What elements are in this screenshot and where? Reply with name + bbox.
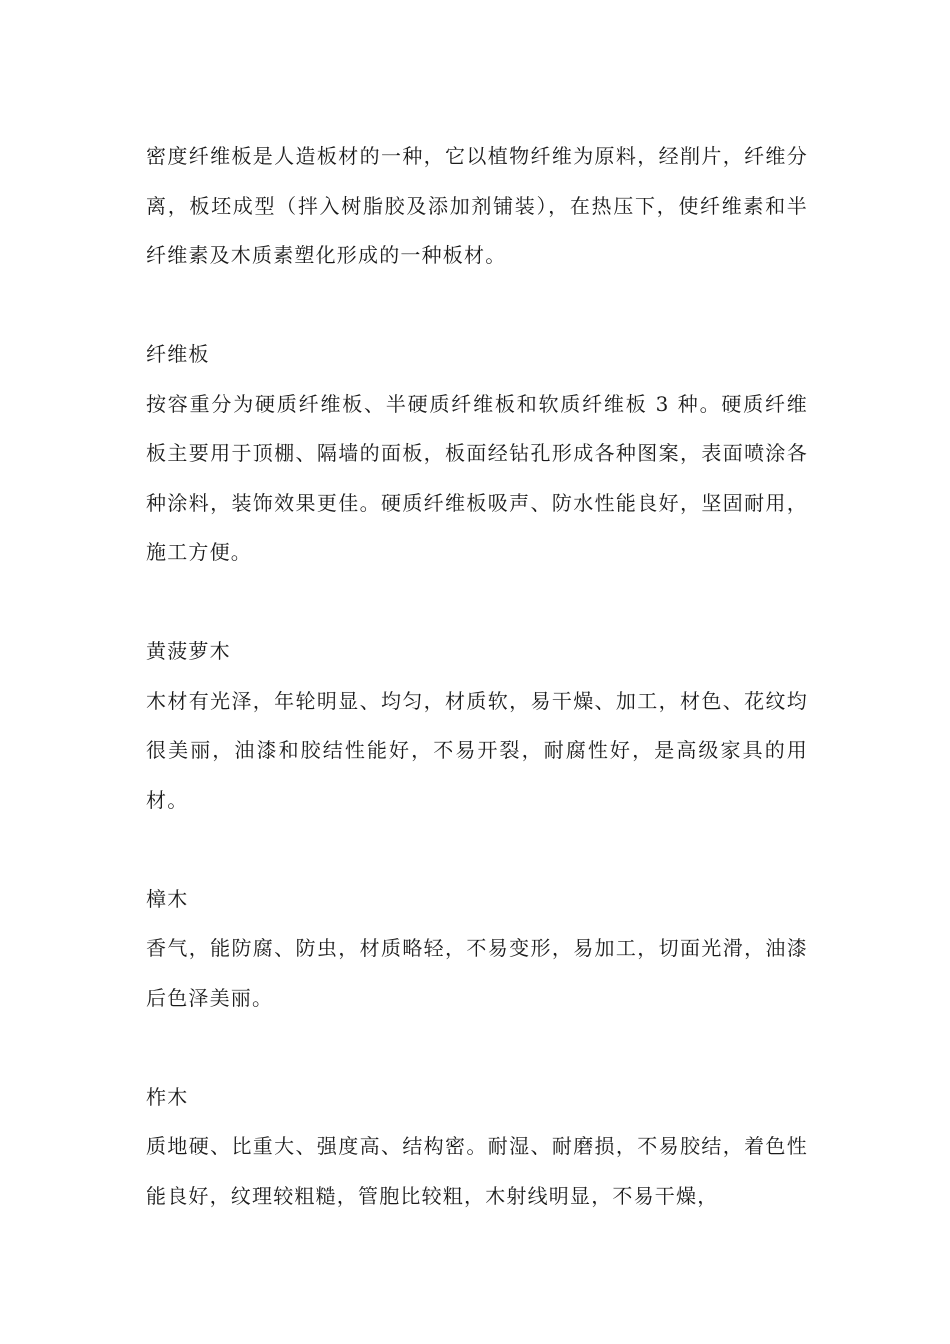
section-gap (146, 578, 808, 628)
intro-paragraph: 密度纤维板是人造板材的一种，它以植物纤维为原料，经削片，纤维分离，板坯成型（拌入树脂胶及添加剂铺装），在热压下，使纤维素和半纤维素及木质素塑化形成的一种板材。 (146, 144, 808, 267)
section-gap (146, 1023, 808, 1073)
section-heading: 纤维板 (146, 342, 210, 366)
section-heading: 黄菠萝木 (146, 639, 231, 663)
section-body: 香气，能防腐、防虫，材质略轻，不易变形，易加工，切面光滑，油漆后色泽美丽。 (146, 936, 808, 1010)
section-oak-wood (146, 1073, 808, 1222)
section-gap (146, 825, 808, 875)
section-body: 质地硬、比重大、强度高、结构密。耐湿、耐磨损，不易胶结，着色性能良好，纹理较粗糙，管胞比较粗，木射线明显，不易干燥， (146, 1134, 808, 1208)
section-body: 木材有光泽，年轮明显、均匀，材质软，易干燥、加工，材色、花纹均很美丽，油漆和胶结性能好，不易开裂，耐腐性好，是高级家具的用材。 (146, 688, 808, 812)
section-gap (146, 281, 808, 331)
section-camphor-wood (146, 875, 808, 1024)
document-body (146, 132, 808, 1221)
section-heading: 柞木 (146, 1084, 189, 1109)
section-heading: 樟木 (146, 886, 189, 911)
section-body: 按容重分为硬质纤维板、半硬质纤维板和软质纤维板 3 种。硬质纤维板主要用于顶棚、隔墙的面板，板面经钻孔形成各种图案，表面喷涂各种涂料，装饰效果更佳。硬质纤维板吸声、防水性能良好，坚固耐用，施工方便。 (146, 391, 808, 564)
section-fiberboard (146, 330, 808, 578)
section-amur-cork-tree (146, 627, 808, 825)
